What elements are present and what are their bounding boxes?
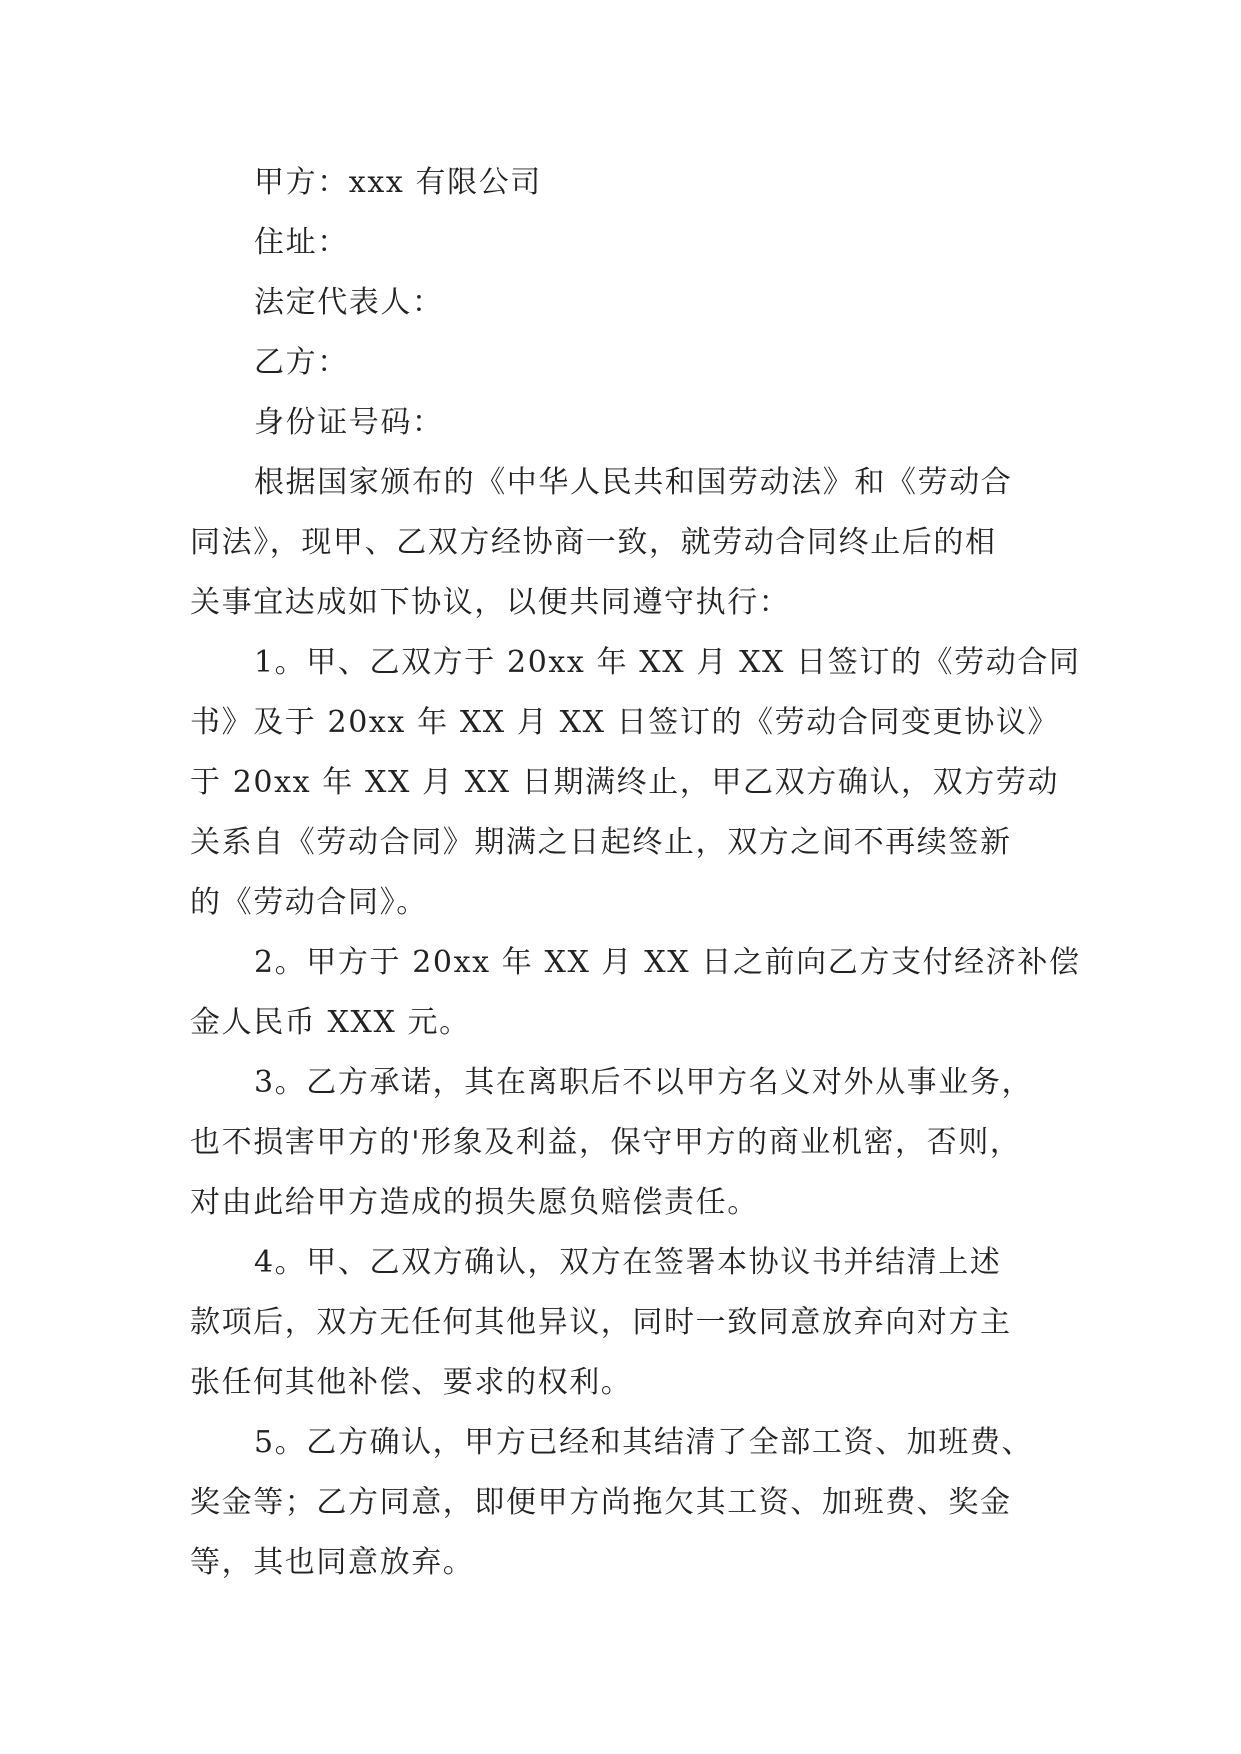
clause-3-paragraph — [190, 1053, 1050, 1233]
clause-3-line: 也不损害甲方的'形象及利益，保守甲方的商业机密，否则， — [190, 1125, 1022, 1160]
clause-1-line: 1。甲、乙双方于 20xx 年 XX 月 XX 日签订的《劳动合同 — [254, 645, 1081, 680]
intro-line: 根据国家颁布的《中华人民共和国劳动法》和《劳动合 — [254, 465, 1013, 500]
clause-2-paragraph — [190, 933, 1081, 1053]
intro-line: 同法》，现甲、乙双方经协商一致，就劳动合同终止后的相 — [190, 525, 997, 560]
intro-paragraph — [190, 453, 1050, 633]
clause-2-line: 2。甲方于 20xx 年 XX 月 XX 日之前向乙方支付经济补偿 — [254, 945, 1081, 980]
clause-5-paragraph — [190, 1413, 1050, 1593]
party-b-line: 乙方： — [254, 345, 349, 380]
clause-4-line: 款项后，双方无任何其他异议，同时一致同意放弃向对方主 — [190, 1305, 1012, 1340]
clause-4-line: 4。甲、乙双方确认，双方在签署本协议书并结清上述 — [254, 1245, 1002, 1280]
legal-rep-line: 法定代表人： — [254, 285, 444, 320]
clause-3-line: 对由此给甲方造成的损失愿负赔偿责任。 — [190, 1185, 759, 1220]
clause-2-line: 金人民币 XXX 元。 — [190, 1005, 471, 1040]
clause-5-line: 奖金等；乙方同意，即便甲方尚拖欠其工资、加班费、奖金 — [190, 1485, 1012, 1520]
id-number-line: 身份证号码： — [254, 405, 444, 440]
clause-1-line: 的《劳动合同》。 — [190, 885, 428, 920]
party-a-line: 甲方：xxx 有限公司 — [254, 165, 542, 200]
clause-3-line: 3。乙方承诺，其在离职后不以甲方名义对外从事业务， — [254, 1065, 1034, 1100]
intro-line: 关事宜达成如下协议，以便共同遵守执行： — [190, 585, 791, 620]
clause-1-line: 关系自《劳动合同》期满之日起终止，双方之间不再续签新 — [190, 825, 1012, 860]
clause-4-line: 张任何其他补偿、要求的权利。 — [190, 1365, 633, 1400]
clause-1-line: 于 20xx 年 XX 月 XX 日期满终止，甲乙双方确认，双方劳动 — [190, 765, 1060, 800]
clause-1-line: 书》及于 20xx 年 XX 月 XX 日签订的《劳动合同变更协议》 — [190, 705, 1060, 740]
clause-1-paragraph — [190, 633, 1081, 933]
clause-5-line: 5。乙方确认，甲方已经和其结清了全部工资、加班费、 — [254, 1425, 1034, 1460]
clause-5-line: 等，其也同意放弃。 — [190, 1545, 475, 1580]
document-body — [190, 153, 1081, 1593]
clause-4-paragraph — [190, 1233, 1050, 1413]
address-line: 住址： — [254, 225, 349, 260]
